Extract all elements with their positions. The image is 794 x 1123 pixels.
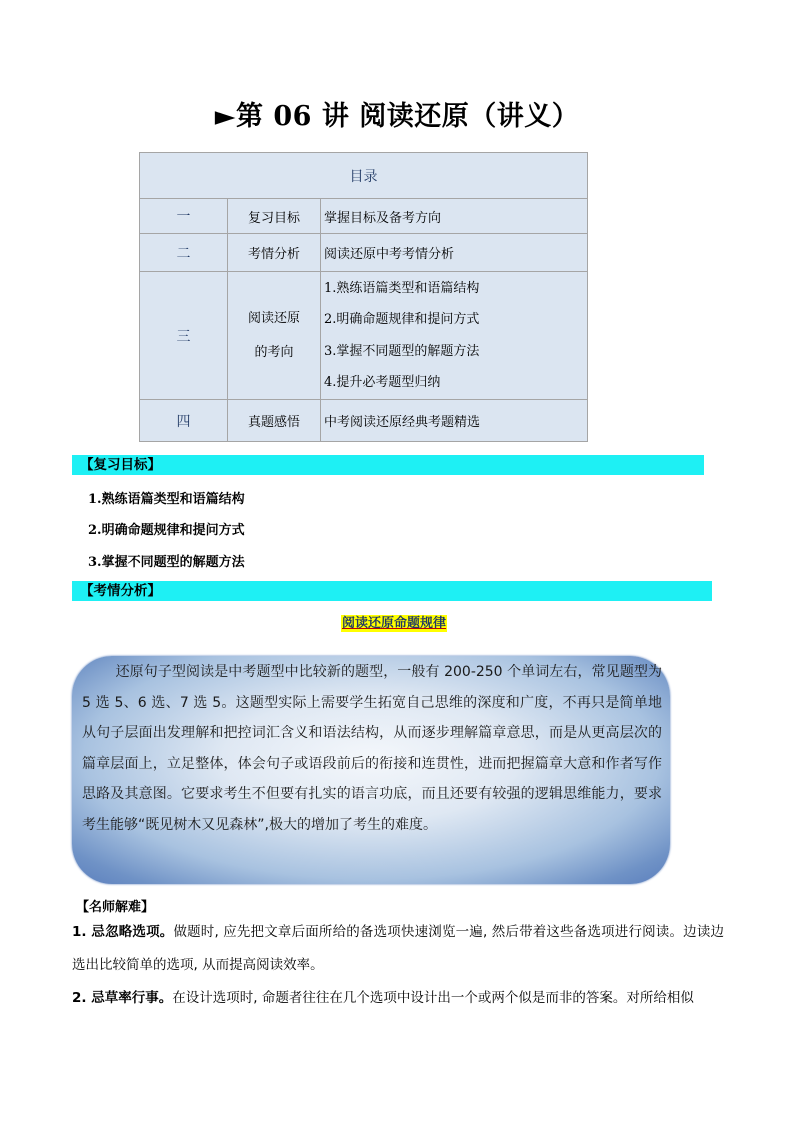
tip-lead: 2. 忌草率行事。 xyxy=(72,990,173,1006)
analysis-subtitle: 阅读还原命题规律 xyxy=(342,616,447,631)
toc-category-line: 的考向 xyxy=(254,344,294,360)
tip-lead: 1. 忌忽略选项。 xyxy=(72,924,174,940)
toc-row xyxy=(140,272,588,400)
analysis-header: 【考情分析】 xyxy=(72,581,712,601)
toc-desc-line: 4.提升必考题型归纳 xyxy=(324,375,441,390)
toc-num: 二 xyxy=(140,234,228,272)
tip-text: 做题时, 应先把文章后面所给的备选项快速浏览一遍, 然后带着这些备选项进行阅读。边读边选出比较简单的选项, 从而提高阅读效率。 xyxy=(72,924,724,973)
toc-desc: 掌握目标及备考方向 xyxy=(321,199,588,234)
toc-num: 四 xyxy=(140,400,228,442)
toc-category: 考情分析 xyxy=(228,234,321,272)
toc-category-line: 阅读还原 xyxy=(247,310,300,326)
toc-category: 复习目标 xyxy=(228,199,321,234)
toc-desc: 阅读还原中考考情分析 xyxy=(321,234,588,272)
page-title: ►第 06 讲 阅读还原（讲义） xyxy=(214,101,580,132)
tip-item xyxy=(72,916,724,982)
review-goal-item: 3.掌握不同题型的解题方法 xyxy=(88,555,245,570)
toc-heading: 目录 xyxy=(140,153,588,199)
tip-text: 在设计选项时, 命题者往往在几个选项中设计出一个或两个似是而非的答案。对所给相似 xyxy=(172,990,694,1006)
toc-table xyxy=(139,152,588,442)
analysis-paragraph: 还原句子型阅读是中考题型中比较新的题型，一般有 200-250 个单词左右，常见题型为 5 选 5、6 选、7 选 5。这题型实际上需要学生拓宽自己思维的深度和广度，不再只是简单地从句子层面出发理解和把控词汇含义和语法结构，从而逐步理解篇章意思，而是从更高层次的篇章层面上，立足整体，体会句子或语段前后的衔接和连贯性，进而把握篇章大意和作者写作思路及其意图。它要求考生不但要有扎实的语言功底，而且还要有较强的逻辑思维能力，要求考生能够“既见树木又见森林”,极大的增加了考生的难度。 xyxy=(82,664,662,833)
toc-desc-line: 1.熟练语篇类型和语篇结构 xyxy=(324,280,480,296)
toc-desc-line: 2.明确命题规律和提问方式 xyxy=(324,312,480,327)
toc-category: 真题感悟 xyxy=(228,400,321,442)
toc-row xyxy=(140,199,588,234)
toc-desc: 中考阅读还原经典考题精选 xyxy=(321,400,588,442)
toc-row xyxy=(140,234,588,272)
toc-num: 一 xyxy=(140,199,228,234)
tip-item xyxy=(72,982,724,1015)
review-goals-header: 【复习目标】 xyxy=(72,455,704,475)
review-goal-item: 2.明确命题规律和提问方式 xyxy=(88,523,245,538)
toc-row xyxy=(140,400,588,442)
tips-heading: 【名师解难】 xyxy=(76,900,155,915)
toc-desc xyxy=(321,272,588,400)
toc-desc-line: 3.掌握不同题型的解题方法 xyxy=(324,343,480,359)
review-goal-item: 1.熟练语篇类型和语篇结构 xyxy=(88,492,245,507)
toc-category xyxy=(228,272,321,400)
toc-num: 三 xyxy=(140,272,228,400)
